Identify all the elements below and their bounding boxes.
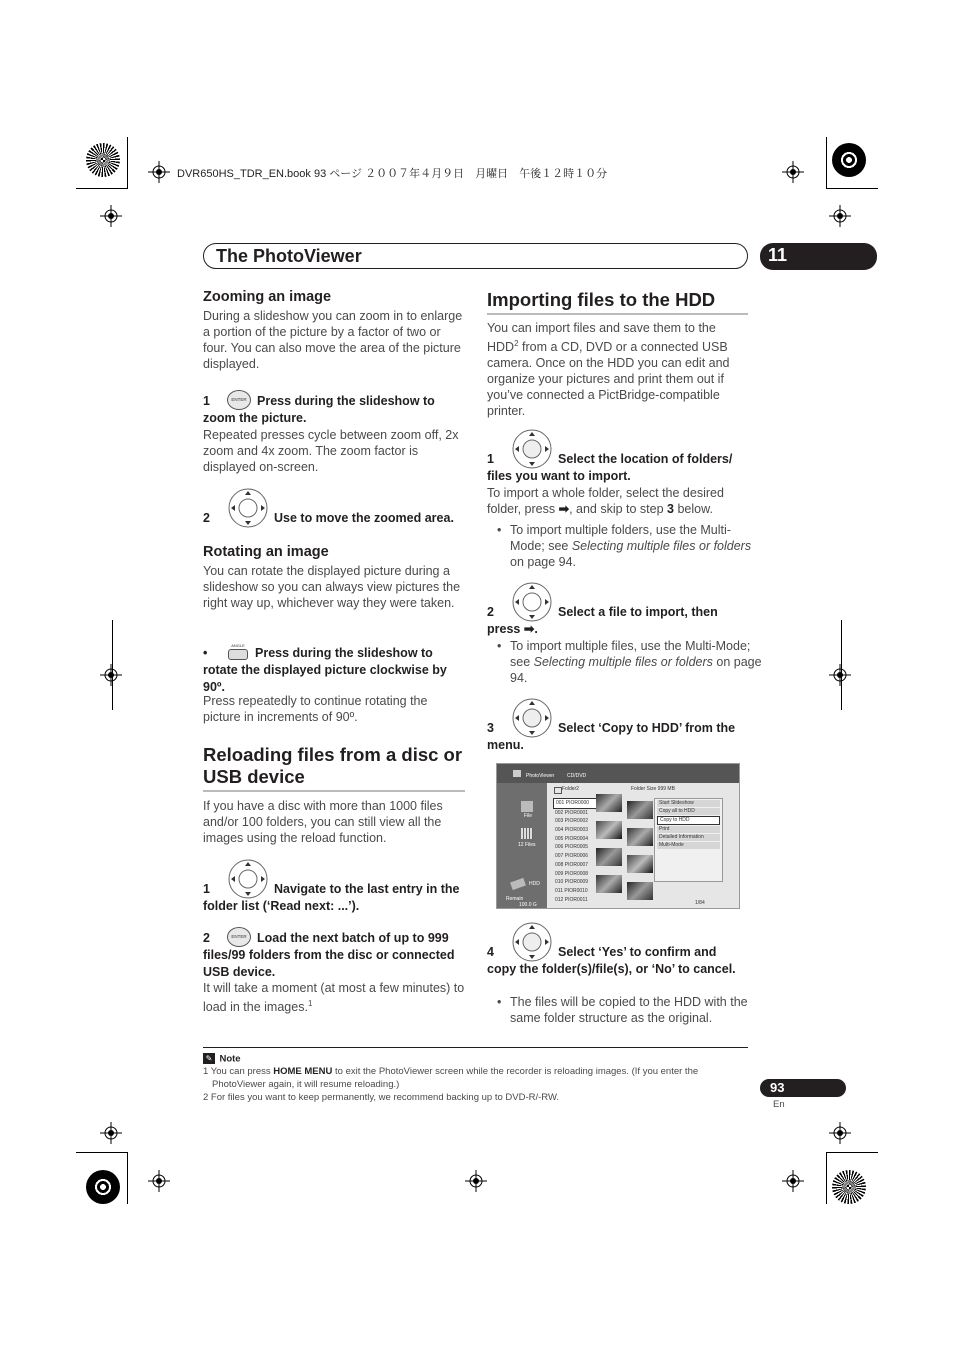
- crosshair-icon: [148, 161, 170, 183]
- side-files-count: 12 Files: [518, 842, 536, 848]
- import-step1-number: 1: [487, 452, 494, 466]
- thumbnail: [627, 801, 653, 819]
- note-pencil-icon: ✎: [203, 1053, 215, 1064]
- step1-body-a: To import a whole folder, select the desired folder, press: [487, 486, 724, 516]
- reload-step1-number: 1: [203, 882, 210, 896]
- step2-bullet-a: To import multiple files, use the Multi-Mode; see: [510, 639, 751, 669]
- import-step1-text: Select the location of folders/ files you want to import.: [487, 452, 733, 483]
- reload-step2-text: Load the next batch of up to 999 files/99 folders from the disc or connected USB device.: [203, 931, 455, 979]
- crosshair-icon: [100, 1122, 122, 1144]
- enter-button-icon: ENTER: [227, 927, 251, 947]
- folder-name: Folder2: [562, 786, 579, 792]
- thumbnail: [627, 855, 653, 873]
- hdd-icon: [510, 878, 526, 890]
- rotate-bullet-text: Press during the slideshow to rotate the displayed picture clockwise by 90º.: [203, 646, 447, 694]
- file-row[interactable]: 004 PIOR0003: [555, 827, 589, 834]
- menu-item[interactable]: Print: [657, 826, 720, 833]
- reload-step2-number: 2: [203, 931, 210, 945]
- crosshair-icon: [148, 1170, 170, 1192]
- file-row[interactable]: 010 PIOR0009: [555, 879, 589, 886]
- step1-bullet-italic: Selecting multiple files or folders: [571, 539, 752, 553]
- file-row[interactable]: 012 PIOR0011: [555, 896, 588, 903]
- rotate-bullet-dot: •: [203, 646, 208, 660]
- crosshair-icon: [100, 205, 122, 227]
- crosshair-icon: [782, 1170, 804, 1192]
- section-title: The PhotoViewer: [216, 246, 362, 266]
- note-rule: [203, 1047, 748, 1048]
- menu-item[interactable]: Start Slideshow: [657, 800, 720, 807]
- registration-wheel-bottom-left: [86, 1170, 120, 1204]
- screen-source: CD/DVD: [567, 773, 587, 779]
- step1-bullet-a: To import multiple folders, use the Multi-Mode; see: [510, 523, 731, 553]
- side-hdd-label: HDD: [529, 881, 540, 887]
- note1-a: 1 You can press: [203, 1066, 274, 1077]
- note-line1: [203, 1065, 748, 1091]
- menu-item[interactable]: Copy to HDD: [657, 816, 720, 825]
- step1-body-c: below.: [674, 502, 713, 516]
- file-row[interactable]: 009 PIOR0008: [555, 870, 589, 877]
- reload-heading: Reloading files from a disc or USB device: [203, 744, 463, 787]
- import-step4-bullet: • The files will be copied to the HDD with the same folder structure as the original.: [497, 995, 748, 1025]
- import-step4-number: 4: [487, 945, 494, 959]
- chapter-number: 11: [768, 245, 788, 265]
- language-code: En: [773, 1099, 785, 1110]
- registration-wheel-bottom-right: [832, 1170, 866, 1204]
- import-intro-a: You can import files and save them to the HDD: [487, 321, 716, 355]
- thumbnail: [627, 882, 653, 900]
- zoom-heading: Zooming an image: [203, 289, 332, 305]
- screen-title: PhotoViewer: [526, 773, 555, 779]
- import-heading: Importing files to the HDD: [487, 289, 716, 310]
- file-row[interactable]: 007 PIOR0006: [555, 853, 589, 860]
- import-intro: [487, 320, 748, 419]
- photo-icon: [513, 770, 521, 777]
- step2-text-b: .: [534, 622, 538, 636]
- file-row[interactable]: 001 PIOR0000: [553, 798, 597, 809]
- note-label: Note: [219, 1053, 241, 1065]
- thumbnail: [627, 828, 653, 846]
- thumbnail: [596, 794, 622, 812]
- context-menu: [654, 798, 723, 882]
- zoom-step2-text: Use to move the zoomed area.: [274, 511, 454, 525]
- right-arrow-icon: ➡: [558, 502, 570, 516]
- menu-item[interactable]: Multi-Mode: [657, 842, 720, 849]
- file-row[interactable]: 006 PIOR0005: [555, 844, 589, 851]
- angle-button-label: ANGLE: [231, 643, 245, 648]
- zoom-step2-number: 2: [203, 511, 210, 525]
- rotate-body: Press repeatedly to continue rotating the picture in increments of 90º.: [203, 694, 428, 724]
- direction-pad-icon: [227, 487, 269, 529]
- photoviewer-screen: [496, 763, 740, 909]
- rotate-intro: You can rotate the displayed picture during a slideshow so you can always view pictures the right way up, whichever way they were taken.: [203, 564, 461, 610]
- file-row[interactable]: 003 PIOR0002: [555, 818, 589, 825]
- step1-bullet-b: on page 94.: [510, 555, 577, 569]
- screen-titlebar: [497, 764, 740, 783]
- thumbnail: [596, 821, 622, 839]
- print-header: DVR650HS_TDR_EN.book 93 ページ ２００７年４月９日 月曜日 午後１２時１０分: [177, 168, 608, 180]
- chapter-tab: [760, 243, 877, 270]
- side-file-label: File: [524, 813, 533, 819]
- step2-text-a: Select a file to import, then press: [487, 605, 718, 636]
- folder-icon: [554, 787, 562, 794]
- zoom-step1-text: [203, 393, 465, 427]
- rotate-heading: Rotating an image: [203, 544, 329, 560]
- file-row[interactable]: 008 PIOR0007: [555, 861, 589, 868]
- footnote-ref: 2: [514, 339, 519, 348]
- registration-wheel-top-left: [86, 143, 120, 177]
- reload-step2-body: [203, 980, 465, 1015]
- thumbnail: [596, 848, 622, 866]
- screen-sidebar: [497, 783, 547, 909]
- side-remain-label: Remain: [506, 896, 524, 902]
- reload-step1-text: Navigate to the last entry in the folder list (‘Read next: ...’).: [203, 882, 460, 913]
- menu-item[interactable]: Detailed Information: [657, 834, 720, 841]
- step4-bullet-text: The files will be copied to the HDD with the same folder structure as the original.: [510, 995, 748, 1025]
- import-intro-b: from a CD, DVD or a connected USB camera. Once on the HDD you can edit and organize your pictures and print them out if you’ve connected a PictBridge-compatible printer.: [487, 340, 730, 419]
- crosshair-icon: [465, 1170, 487, 1192]
- import-step4-text: Select ‘Yes’ to confirm and copy the folder(s)/file(s), or ‘No’ to cancel.: [487, 945, 736, 976]
- zoom-intro: During a slideshow you can zoom in to enlarge a portion of the picture by a factor of two or four. You can also move the area of the picture displayed.: [203, 309, 463, 371]
- import-step2-text: [487, 604, 749, 638]
- page-indicator: 1/84: [695, 900, 705, 906]
- grid-icon: [521, 828, 533, 839]
- footnote-ref: 1: [307, 999, 313, 1008]
- reload-step2-body-text: It will take a moment (at most a few minutes) to load in the images.: [203, 981, 465, 1015]
- step2-bullet-b: on page 94.: [510, 655, 762, 685]
- page-number: 93: [770, 1080, 785, 1095]
- import-step1-body: [487, 485, 749, 517]
- note1-b: to exit the PhotoViewer screen while the recorder is reloading images. (If you enter the PhotoViewer again, it will resume reloading.): [212, 1066, 699, 1090]
- crosshair-icon: [100, 664, 122, 686]
- note-heading: [203, 1050, 241, 1063]
- note-line2: 2 For files you want to keep permanently, we recommend backing up to DVD-R/-RW.: [203, 1092, 560, 1103]
- import-step2-number: 2: [487, 605, 494, 619]
- step1-body-step: 3: [667, 502, 674, 516]
- zoom-step1-body: Repeated presses cycle between zoom off, 2x zoom and 4x zoom. The zoom factor is displayed on-screen.: [203, 428, 459, 474]
- reload-intro: If you have a disc with more than 1000 files and/or 100 folders, you can still view all the images using the reload function.: [203, 799, 443, 845]
- step1-body-b: , and skip to step: [569, 502, 668, 516]
- side-remain-value: 100.0 G: [519, 902, 537, 908]
- zoom-step1-label: Press during the slideshow to zoom the picture.: [203, 394, 435, 425]
- thumbnail: [596, 875, 622, 893]
- crosshair-icon: [829, 205, 851, 227]
- menu-item[interactable]: Copy all to HDD: [657, 808, 720, 815]
- file-row[interactable]: 002 PIOR0001: [555, 809, 589, 816]
- reload-rule: [203, 790, 465, 792]
- thumbnail-column: [596, 794, 656, 909]
- file-row[interactable]: 005 PIOR0004: [555, 835, 589, 842]
- registration-wheel-top-right: [832, 143, 866, 177]
- import-step3-number: 3: [487, 721, 494, 735]
- import-rule: [487, 313, 748, 315]
- page-number-tab: [760, 1079, 846, 1097]
- import-step1-bullet: • To import multiple folders, use the Multi-Mode; see Selecting multiple files or folders on page 94.: [497, 523, 752, 569]
- zoom-step1-number: 1: [203, 394, 210, 408]
- step2-bullet-italic: Selecting multiple files or folders: [533, 655, 713, 669]
- file-icon: [521, 801, 533, 812]
- crosshair-icon: [782, 161, 804, 183]
- note1-bold: HOME MENU: [273, 1066, 333, 1077]
- right-arrow-icon: ➡: [523, 622, 535, 636]
- import-step2-bullet: • To import multiple files, use the Multi-Mode; see Selecting multiple files or folders on page 94.: [497, 639, 762, 685]
- folder-size: Folder Size 999 MB: [631, 786, 675, 792]
- enter-button-icon: ENTER: [227, 390, 251, 410]
- crosshair-icon: [829, 1122, 851, 1144]
- file-row[interactable]: 011 PIOR0010: [555, 887, 588, 894]
- section-header: [203, 243, 748, 269]
- crosshair-icon: [829, 664, 851, 686]
- import-step3-text: Select ‘Copy to HDD’ from the menu.: [487, 721, 736, 752]
